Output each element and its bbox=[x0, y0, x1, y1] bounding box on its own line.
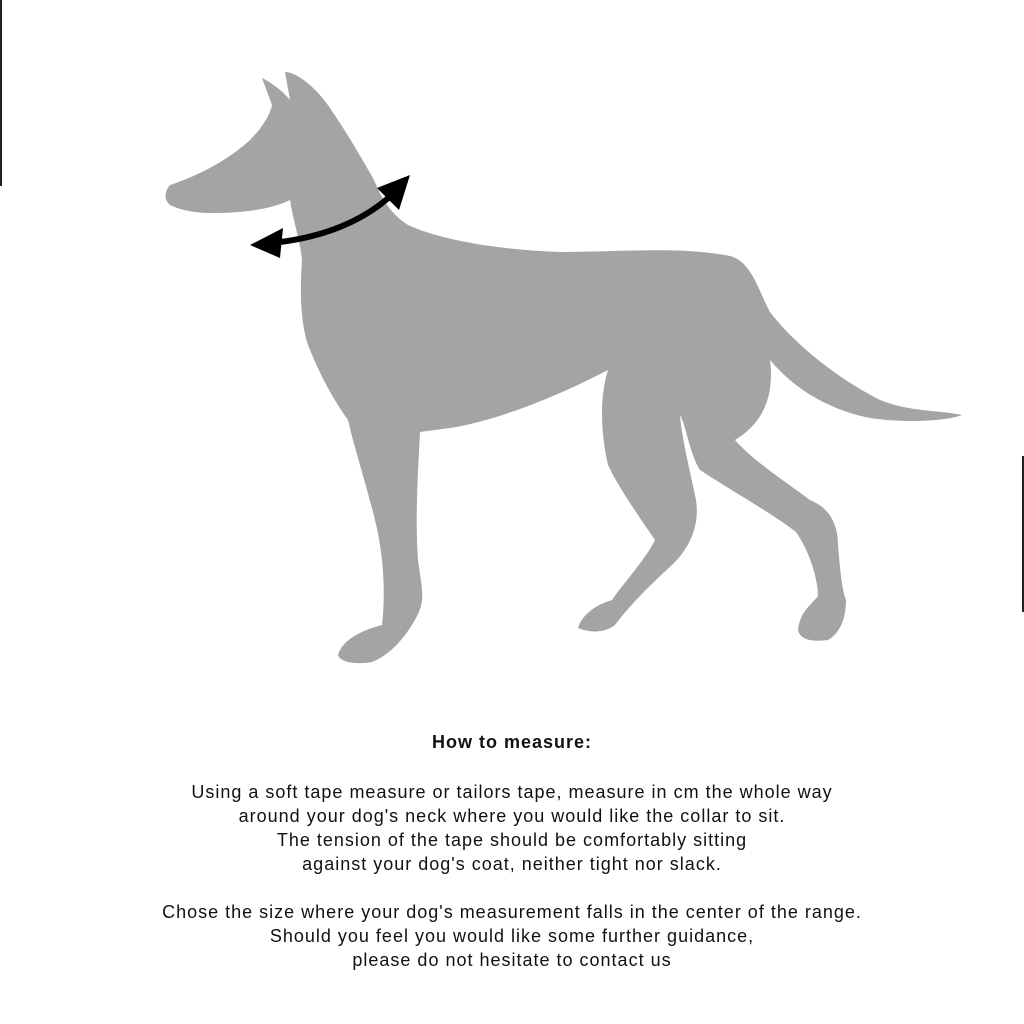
instruction-line: Chose the size where your dog's measurement falls in the center of the range. bbox=[162, 902, 862, 922]
instructions-paragraph-1 bbox=[0, 780, 1024, 876]
arrow-head-left bbox=[250, 228, 283, 258]
dog-silhouette-shape bbox=[166, 72, 963, 663]
contact-us-line: please do not hesitate to contact us bbox=[352, 950, 672, 970]
instructions-heading: How to measure: bbox=[431, 732, 593, 752]
instruction-line: against your dog's coat, neither tight nor slack. bbox=[302, 854, 722, 874]
instruction-line: Should you feel you would like some further guidance, bbox=[269, 926, 755, 946]
instruction-line: The tension of the tape should be comfortably sitting bbox=[276, 830, 748, 850]
measuring-instructions bbox=[0, 730, 1024, 972]
instruction-line: around your dog's neck where you would like the collar to sit. bbox=[238, 806, 786, 826]
instruction-line: Using a soft tape measure or tailors tape, measure in cm the whole way bbox=[191, 782, 833, 802]
instructions-paragraph-2 bbox=[0, 900, 1024, 972]
dog-silhouette bbox=[166, 72, 963, 663]
